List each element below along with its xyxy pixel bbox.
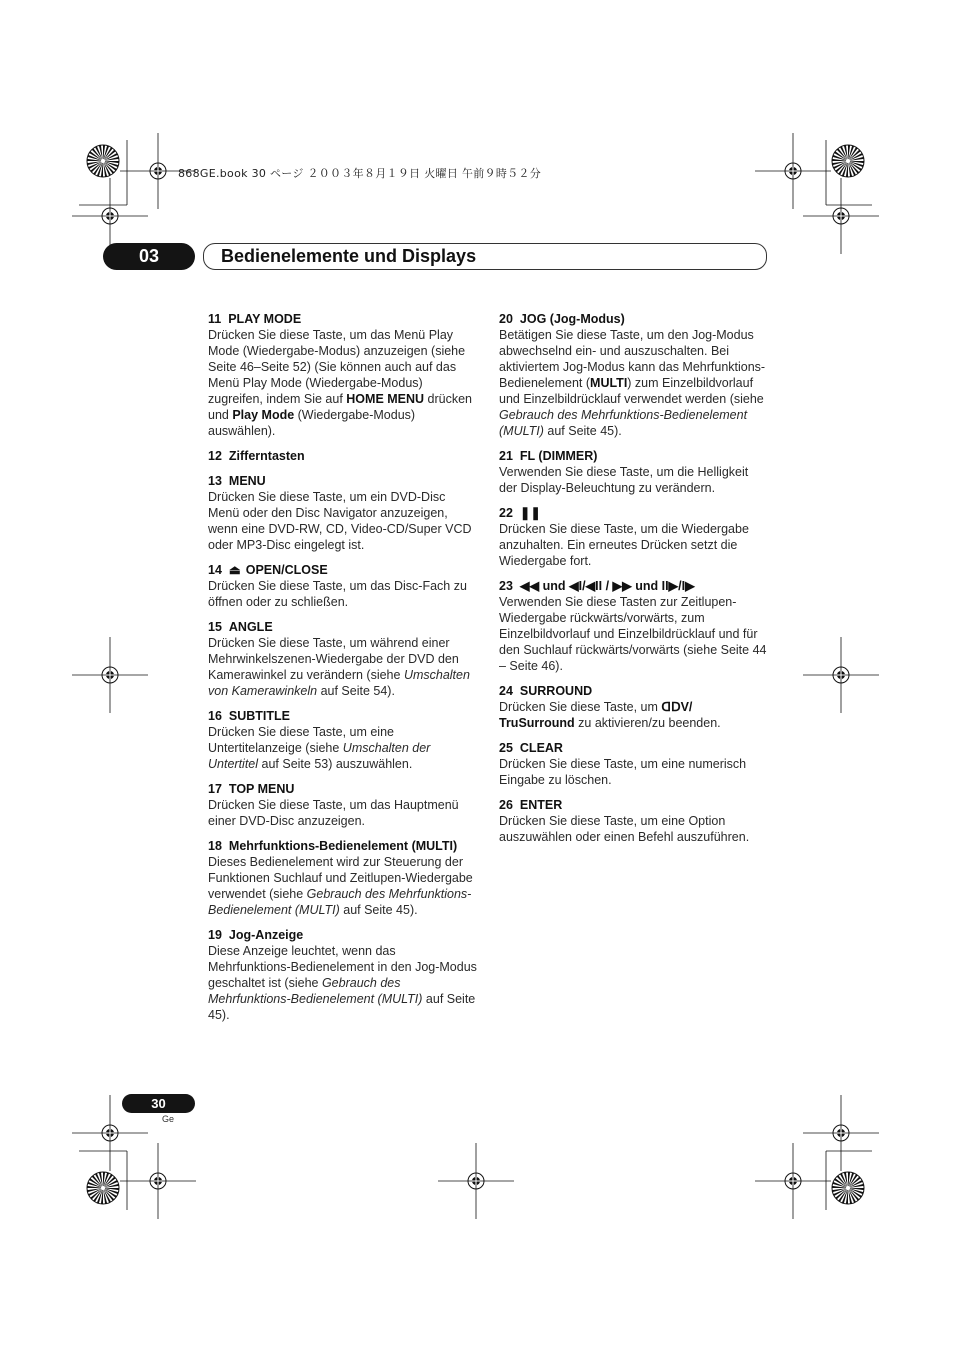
description-text: auf Seite 54). (317, 684, 395, 698)
description-text: Dieses Bedienelement wird zur Steuerung der Funktionen Suchlauf und Zeitlupen-Wiedergabe verwendet (siehe (208, 855, 473, 901)
registration-sunburst (87, 145, 119, 177)
chapter-title-bar (203, 243, 767, 270)
control-item-number: 22 (499, 506, 513, 520)
control-item-15 (208, 619, 478, 699)
control-item-21 (499, 448, 769, 496)
scan-step-icon: ◀◀ und ◀I/◀II / ▶▶ und II▶/I▶ (519, 579, 695, 593)
description-text: MULTI (590, 376, 628, 390)
registration-crosshair (803, 178, 879, 254)
control-item-18 (208, 838, 478, 918)
registration-sunburst (87, 1172, 119, 1204)
control-item-heading (208, 708, 478, 724)
control-item-19 (208, 927, 478, 1023)
registration-crosshair (803, 1095, 879, 1171)
control-item-description (208, 489, 478, 553)
control-item-number: 11 (208, 312, 222, 326)
control-item-number: 13 (208, 474, 222, 488)
control-item-number: 26 (499, 798, 513, 812)
control-item-title: ENTER (519, 798, 563, 812)
description-text: drücken und (208, 392, 473, 422)
control-item-title: OPEN/CLOSE (245, 563, 328, 577)
control-item-title: CLEAR (519, 741, 563, 755)
eject-icon: ⏏ (228, 563, 241, 577)
registration-crosshair (120, 1143, 196, 1219)
control-item-heading (499, 448, 769, 464)
control-item-description (208, 797, 478, 829)
control-item-16 (208, 708, 478, 772)
description-text: Diese Anzeige leuchtet, wenn das Mehrfunktions-Bedienelement in den Jog-Modus geschaltet ist (siehe (208, 944, 477, 990)
control-item-description (499, 756, 769, 788)
description-text: Drücken Sie diese Taste, um das Hauptmenü einer DVD-Disc anzuzeigen. (208, 798, 459, 828)
control-item-title: PLAY MODE (228, 312, 302, 326)
control-item-number: 19 (208, 928, 222, 942)
right-column (499, 311, 769, 854)
description-text: ) zum Einzelbildvorlauf und Einzelbildrücklauf verwendet werden (siehe (499, 376, 764, 406)
control-item-number: 20 (499, 312, 513, 326)
control-item-description (499, 521, 769, 569)
control-item-26 (499, 797, 769, 845)
left-column (208, 311, 478, 1032)
control-item-number: 16 (208, 709, 222, 723)
control-item-11 (208, 311, 478, 439)
description-text: Umschalten der Untertitel (208, 741, 431, 771)
control-item-heading (499, 683, 769, 699)
registration-crosshair (755, 133, 831, 209)
control-item-title: Zifferntasten (228, 449, 305, 463)
registration-crosshair (755, 1143, 831, 1219)
control-item-number: 17 (208, 782, 222, 796)
control-item-number: 25 (499, 741, 513, 755)
control-item-description (208, 943, 478, 1023)
control-item-17 (208, 781, 478, 829)
registration-crosshair (803, 637, 879, 713)
registration-sunburst (832, 145, 864, 177)
control-item-heading (208, 562, 478, 578)
control-item-title: TOP MENU (228, 782, 295, 796)
description-text: HOME MENU (346, 392, 425, 406)
control-item-description (208, 724, 478, 772)
description-text: Drücken Sie diese Taste, um das Menü Play Mode (Wiedergabe-Modus) anzuzeigen (siehe Seite 46–Seite 52) (Sie können auch auf das Menü Play Mode (Wiedergabe-Modus) zugreifen, indem Sie auf (208, 328, 466, 406)
control-item-description (499, 327, 769, 439)
registration-sunburst (832, 1172, 864, 1204)
description-text: Drücken Sie diese Taste, um das Disc-Fach zu öffnen oder zu schließen. (208, 579, 467, 609)
control-item-25 (499, 740, 769, 788)
description-text: Gebrauch des Mehrfunktions-Bedienelement (MULTI) (208, 976, 423, 1006)
control-item-title: SUBTITLE (228, 709, 291, 723)
control-item-heading (208, 619, 478, 635)
description-text: Drücken Sie diese Taste, um (499, 700, 662, 714)
control-item-heading (208, 927, 478, 943)
control-item-heading (208, 448, 478, 464)
control-item-title: Mehrfunktions-Bedienelement (MULTI) (228, 839, 458, 853)
description-text: ᗡᗞV/ TruSurround (499, 700, 693, 730)
control-item-number: 18 (208, 839, 222, 853)
control-item-22 (499, 505, 769, 569)
control-item-20 (499, 311, 769, 439)
control-item-heading (208, 838, 478, 854)
page-language: Ge (162, 1114, 175, 1124)
description-text: zu aktivieren/zu beenden. (574, 716, 721, 730)
chapter-number-badge: 03 (103, 243, 195, 270)
chapter-title: Bedienelemente und Displays (221, 246, 477, 266)
control-item-heading (499, 505, 769, 521)
control-item-heading (208, 311, 478, 327)
description-text: Betätigen Sie diese Taste, um den Jog-Modus abwechselnd ein- und auszuschalten. Bei aktiviertem Jog-Modus kann das Mehrfunktions-Bedienelement ( (499, 328, 766, 390)
description-text: Gebrauch des Mehrfunktions-Bedienelement (MULTI) (208, 887, 472, 917)
description-text: auf Seite 45). (543, 424, 622, 438)
description-text: Gebrauch des Mehrfunktions-Bedienelement (MULTI) (499, 408, 748, 438)
control-item-heading (499, 740, 769, 756)
control-item-number: 15 (208, 620, 222, 634)
control-item-number: 23 (499, 579, 513, 593)
control-item-title: FL (DIMMER) (519, 449, 598, 463)
control-item-heading (499, 797, 769, 813)
control-item-title: SURROUND (519, 684, 593, 698)
control-item-number: 24 (499, 684, 513, 698)
control-item-description (499, 594, 769, 674)
control-item-heading (499, 311, 769, 327)
control-item-description (208, 327, 478, 439)
description-text: (Wiedergabe-Modus) auswählen). (208, 408, 416, 438)
description-text: Umschalten von Kamerawinkeln (208, 668, 470, 698)
description-text: Drücken Sie diese Taste, um eine Untertitelanzeige (siehe (208, 725, 394, 755)
description-text: Drücken Sie diese Taste, um eine numerisch Eingabe zu löschen. (499, 757, 747, 787)
description-text: auf Seite 45). (339, 903, 418, 917)
description-text: Verwenden Sie diese Tasten zur Zeitlupen-Wiedergabe rückwärts/vorwärts, zum Einzelbildvorlauf und Einzelbildrücklauf und für den Suchlauf rückwärts/vorwärts (siehe Seite 44 – Seite 46). (499, 595, 767, 673)
registration-crosshair (72, 637, 148, 713)
control-item-heading (208, 781, 478, 797)
control-item-12 (208, 448, 478, 464)
control-item-title: MENU (228, 474, 266, 488)
control-item-title: ANGLE (228, 620, 273, 634)
pause-icon: ❚❚ (519, 506, 541, 520)
registration-crosshair (438, 1143, 514, 1219)
control-item-description (499, 699, 769, 731)
control-item-title: JOG (Jog-Modus) (519, 312, 625, 326)
book-info-line: 868GE.book 30 ページ ２００３年８月１９日 火曜日 午前９時５２分 (178, 167, 542, 180)
control-item-24 (499, 683, 769, 731)
control-item-13 (208, 473, 478, 553)
control-item-number: 21 (499, 449, 513, 463)
control-item-14 (208, 562, 478, 610)
description-text: Drücken Sie diese Taste, um eine Option auszuwählen oder einen Befehl auszuführen. (499, 814, 750, 844)
control-item-description (208, 635, 478, 699)
control-item-number: 12 (208, 449, 222, 463)
control-item-title: Jog-Anzeige (228, 928, 304, 942)
description-text: auf Seite 53) auszuwählen. (258, 757, 413, 771)
page-number: 30 (122, 1094, 195, 1113)
control-item-description (208, 854, 478, 918)
control-item-description (499, 464, 769, 496)
description-text: Verwenden Sie diese Taste, um die Helligkeit der Display-Beleuchtung zu verändern. (499, 465, 749, 495)
description-text: Play Mode (232, 408, 295, 422)
description-text: auf Seite 45). (208, 992, 476, 1022)
description-text: Drücken Sie diese Taste, um ein DVD-Disc Menü oder den Disc Navigator anzuzeigen, wenn eine DVD-RW, CD, Video-CD/Super VCD oder MP3-Disc eingelegt ist. (208, 490, 472, 552)
control-item-23 (499, 578, 769, 674)
description-text: Drücken Sie diese Taste, um die Wiedergabe anzuhalten. Ein erneutes Drücken setzt die Wiedergabe fort. (499, 522, 749, 568)
control-item-number: 14 (208, 563, 222, 577)
control-item-heading (499, 578, 769, 594)
control-item-heading (208, 473, 478, 489)
control-item-description (208, 578, 478, 610)
description-text: Drücken Sie diese Taste, um während einer Mehrwinkelszenen-Wiedergabe der DVD den Kamerawinkel zu verändern (siehe (208, 636, 459, 682)
control-item-description (499, 813, 769, 845)
